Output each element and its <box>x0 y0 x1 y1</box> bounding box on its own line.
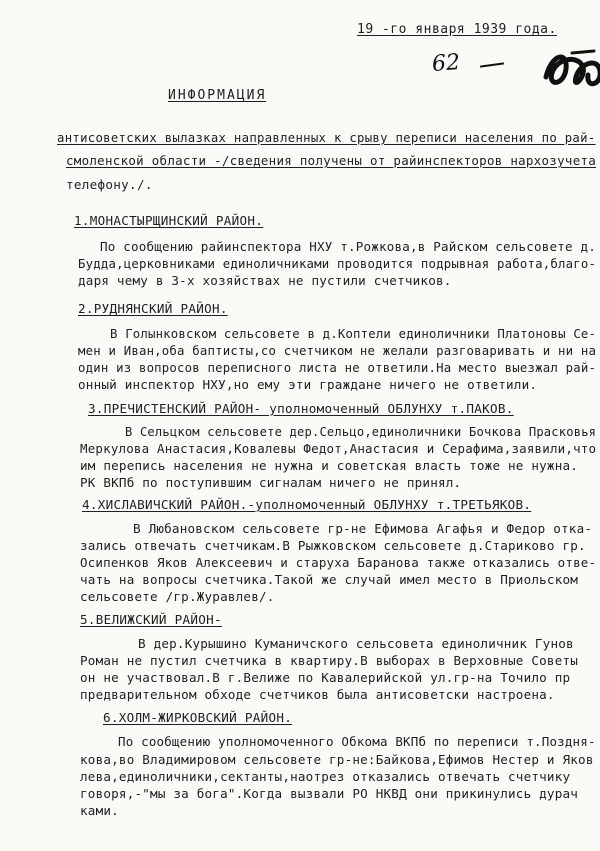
section-5-line-2: Роман не пустил счетчика в квартиру.В выборах в Верховные Советы <box>80 653 579 668</box>
section-5-line-1: В дер.Курышино Куманичского сельсовета единоличник Гунов <box>138 636 574 651</box>
section-6-line-4: говоря,-"мы за бога".Когда вызвали РО НКВД они прикинулись дурач <box>80 786 579 801</box>
subject-line-2: смоленской области -/сведения получены от райинспекторов нархозучета <box>66 153 597 168</box>
section-1-line-3: даря чему в 3-х хозяйствах не пустили счетчиков. <box>78 273 452 288</box>
section-5-heading: 5.ВЕЛИЖСКИЙ РАЙОН- <box>80 612 222 627</box>
section-3-heading: 3.ПРЕЧИСТЕНСКИЙ РАЙОН- уполномоченный ОБЛУНХУ т.ПАКОВ. <box>88 401 514 416</box>
subject-line-3: телефону./. <box>66 177 153 192</box>
stamp-number: 62 <box>431 50 461 77</box>
section-2-heading: 2.РУДНЯНСКИЙ РАЙОН. <box>78 301 228 316</box>
section-4-line-4: чать на вопросы счетчика.Такой же случай имел место в Приольском <box>80 572 579 587</box>
section-3-line-4: РК ВКПб по поступившим сигналам ничего не принял. <box>80 475 462 490</box>
section-3-line-1: В Сельцком сельсовете дер.Сельцо,единоличники Бочкова Прасковья <box>125 424 597 439</box>
subject-line-1: антисоветских вылазках направленных к срыву переписи населения по рай- <box>57 130 596 145</box>
section-4-line-5: сельсовете /гр.Журавлев/. <box>80 589 275 604</box>
registration-stamp <box>432 47 600 93</box>
section-4-line-3: Осипенков Яков Алексеевич и старуха Баранова также отказались отве- <box>80 555 597 570</box>
section-6-line-5: ками. <box>80 803 119 818</box>
section-4-heading: 4.ХИСЛАВИЧСКИЙ РАЙОН.-уполномоченный ОБЛУНХУ т.ТРЕТЬЯКОВ. <box>82 497 532 512</box>
document-title: ИНФОРМАЦИЯ <box>168 88 267 103</box>
section-4-line-2: зались отвечать счетчикам.В Рыжковском сельсовете д.Стариково гр. <box>80 538 586 553</box>
section-3-line-3: им перепись населения не нужна и советская власть тоже не нужна. <box>80 458 579 473</box>
handwritten-signature <box>542 47 600 93</box>
section-2-line-2: мен и Иван,оба баптисты,со счетчиком не желали разговаривать и ни на <box>78 343 597 358</box>
section-1-line-2: Будда,церковниками единоличниками проводится подрывная работа,благо- <box>78 256 597 271</box>
section-1-line-1: По сообщению райинспектора НХУ т.Рожкова,в Райском сельсовете д. <box>100 239 597 254</box>
document-date: 19 -го января 1939 года. <box>357 22 557 37</box>
section-5-line-3: он не участвовал.В г.Велиже по Кавалерийской ул.гр-на Точило пр <box>80 670 571 685</box>
stamp-dash <box>480 62 504 67</box>
section-6-line-2: кова,во Владимировом сельсовете гр-не:Байкова,Ефимов Нестер и Яков <box>80 752 594 767</box>
section-2-line-3: один из вопросов переписного листа не ответили.На место выезжал рай- <box>78 360 597 375</box>
section-3-line-2: Меркулова Анастасия,Ковалевы Федот,Анастасия и Серафима,заявили,что <box>80 441 597 456</box>
section-2-line-1: В Голынковском сельсовете в д.Коптели единоличники Платоновы Се- <box>110 326 597 341</box>
section-5-line-4: предварительном обходе счетчиков была антисоветски настроена. <box>80 687 555 702</box>
section-6-line-1: По сообщению уполномоченного Обкома ВКПб по переписи т.Поздня- <box>118 734 596 749</box>
section-2-line-4: онный инспектор НХУ,но ему эти граждане ничего не ответили. <box>78 377 538 392</box>
section-1-heading: 1.МОНАСТЫРЩИНСКИЙ РАЙОН. <box>74 213 264 228</box>
section-6-line-3: лева,единоличники,сектанты,наотрез отказались отвечать счетчику <box>80 769 571 784</box>
section-4-line-1: В Любановском сельсовете гр-не Ефимова Агафья и Федор отка- <box>133 521 593 536</box>
section-6-heading: 6.ХОЛМ-ЖИРКОВСКИЙ РАЙОН. <box>103 710 293 725</box>
